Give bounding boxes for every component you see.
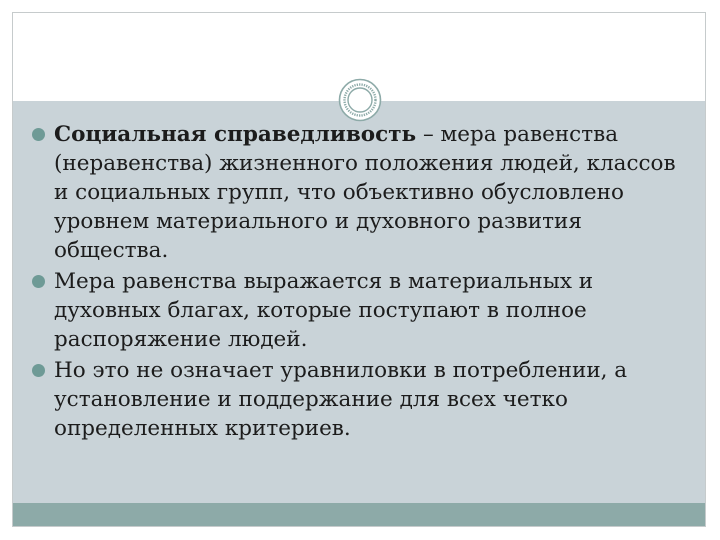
bullet-list <box>30 120 690 445</box>
bullet-item <box>30 356 690 443</box>
bullet-text: Мера равенства выражается в материальных и духовных благах, которые поступают в полное распоряжение людей. <box>54 269 594 352</box>
bullet-term: Социальная справедливость <box>54 122 417 147</box>
bullet-dot-icon <box>32 128 45 141</box>
bullet-item <box>30 120 690 265</box>
bullet-item <box>30 267 690 354</box>
circle-ornament-icon <box>338 78 382 122</box>
bullet-text: Но это не означает уравниловки в потреблении, а установление и поддержание для всех четко определенных критериев. <box>54 358 628 441</box>
bullet-text: – мера равенства (неравенства) жизненного положения людей, классов и социальных групп, что объективно обусловлено уровнем материального и духовного развития общества. <box>54 122 676 263</box>
bullet-dot-icon <box>32 275 45 288</box>
bullet-dot-icon <box>32 364 45 377</box>
